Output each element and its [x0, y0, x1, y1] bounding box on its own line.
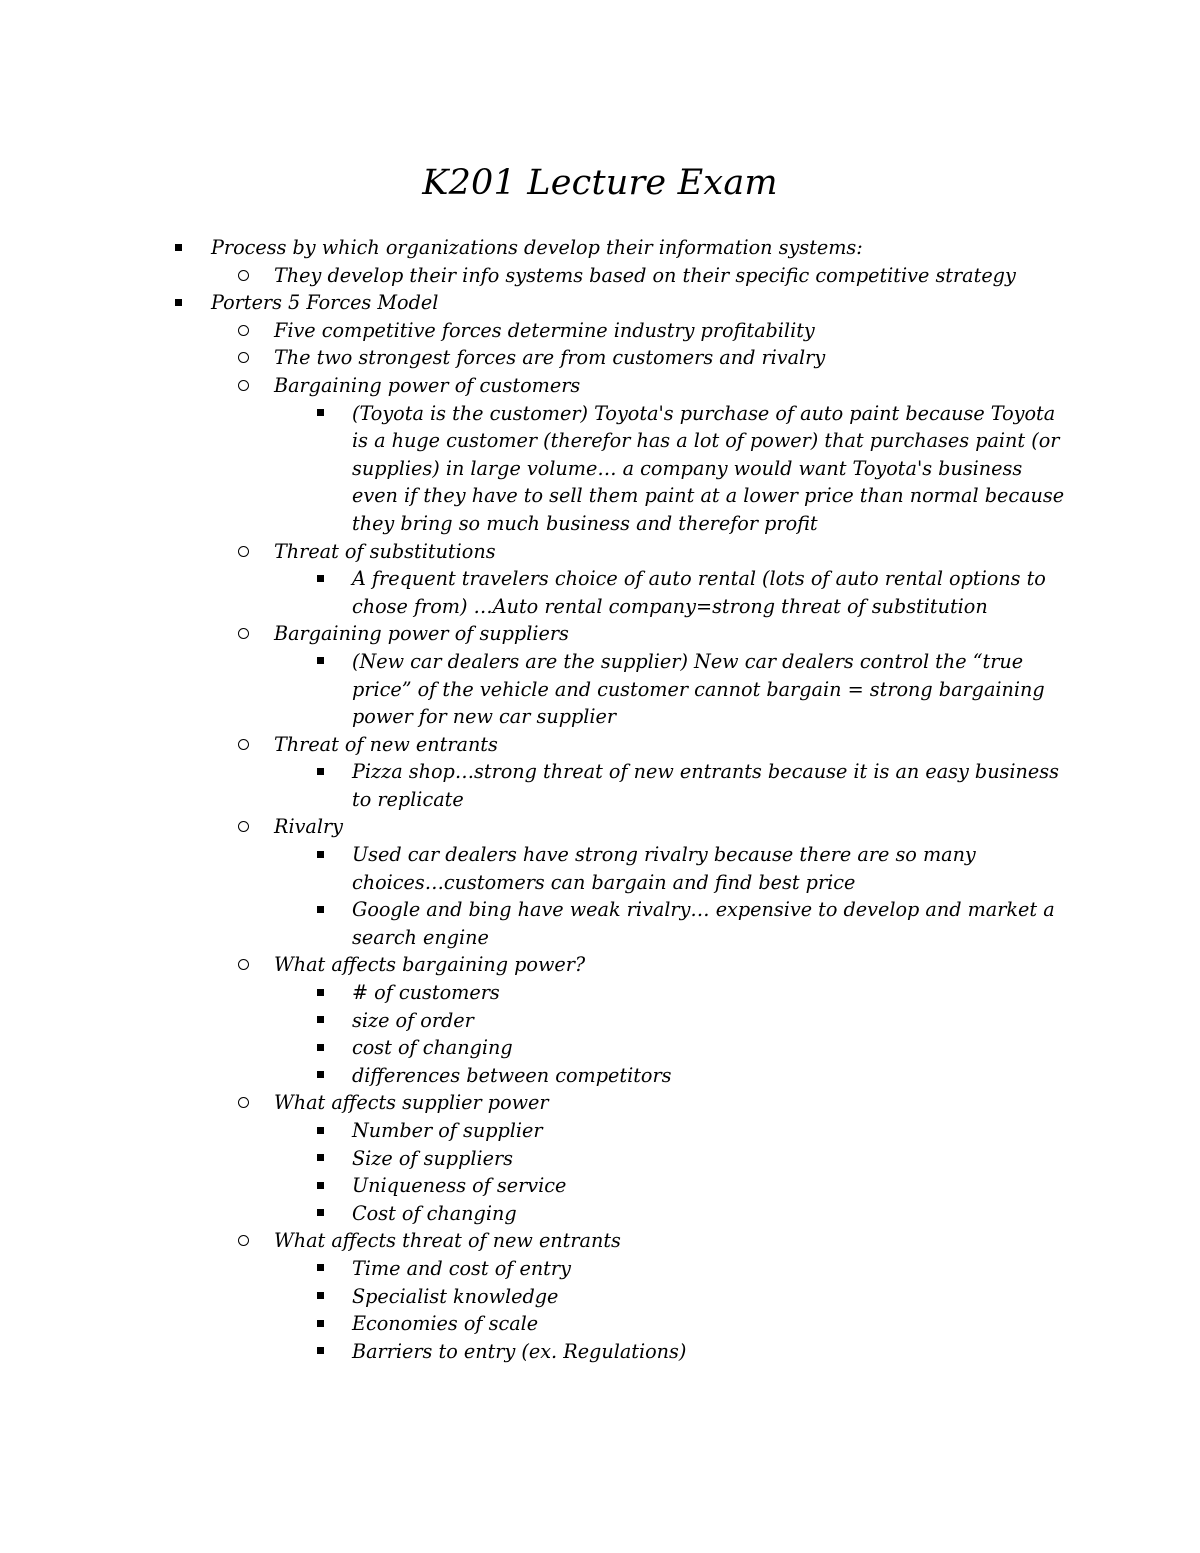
list-item-level-2	[274, 262, 1074, 290]
list-item-level-2	[274, 813, 1074, 841]
list-item-level-3	[352, 1034, 1067, 1062]
list-item-text: Google and bing have weak rivalry… expensive to develop and market a search engine	[352, 898, 1055, 949]
circle-bullet-icon	[238, 1089, 249, 1117]
list-item-text: What affects bargaining power?	[274, 953, 586, 977]
list-item-level-2	[274, 731, 1074, 759]
list-item-text: Barriers to entry (ex. Regulations)	[352, 1339, 687, 1363]
list-item-level-3	[352, 979, 1067, 1007]
square-bullet-icon	[317, 1007, 324, 1035]
square-bullet-icon	[317, 758, 324, 786]
list-item-text: The two strongest forces are from customers and rivalry	[274, 346, 826, 370]
list-item-level-2	[274, 1089, 1074, 1117]
list-item-level-2	[274, 620, 1074, 648]
square-bullet-icon	[317, 565, 324, 593]
list-item-text: Threat of new entrants	[274, 732, 498, 756]
list-item-level-3	[352, 758, 1067, 813]
list-item-text: Economies of scale	[352, 1312, 539, 1336]
list-item-text: A frequent travelers choice of auto rental (lots of auto rental options to chose from) …Auto rental company=strong threat of substitution	[352, 567, 1046, 618]
list-item-text: They develop their info systems based on their specific competitive strategy	[274, 263, 1016, 287]
list-item-level-3	[352, 400, 1067, 538]
document-title: K201 Lecture Exam	[422, 163, 778, 204]
list-item-level-2	[274, 372, 1074, 400]
list-item-level-3	[352, 1062, 1067, 1090]
square-bullet-icon	[317, 1283, 324, 1311]
list-item-level-3	[352, 565, 1067, 620]
circle-bullet-icon	[238, 1227, 249, 1255]
circle-bullet-icon	[238, 317, 249, 345]
square-bullet-icon	[175, 234, 182, 262]
list-item-text: Bargaining power of suppliers	[274, 622, 569, 646]
list-item-level-3	[352, 1200, 1067, 1228]
outline-list	[0, 234, 1200, 1365]
list-item-level-2	[274, 344, 1074, 372]
square-bullet-icon	[317, 1145, 324, 1173]
square-bullet-icon	[317, 1034, 324, 1062]
list-item-text: Bargaining power of customers	[274, 373, 581, 397]
square-bullet-icon	[317, 1310, 324, 1338]
list-item-level-3	[352, 896, 1067, 951]
list-item-level-1	[211, 289, 1091, 317]
list-item-level-3	[352, 1310, 1067, 1338]
square-bullet-icon	[317, 1200, 324, 1228]
list-item-text: Used car dealers have strong rivalry because there are so many choices…customers can bargain and find best price	[352, 843, 976, 894]
circle-bullet-icon	[238, 372, 249, 400]
list-item-text: Threat of substitutions	[274, 539, 496, 563]
circle-bullet-icon	[238, 620, 249, 648]
list-item-level-3	[352, 1283, 1067, 1311]
square-bullet-icon	[317, 896, 324, 924]
list-item-level-3	[352, 1117, 1067, 1145]
square-bullet-icon	[317, 400, 324, 428]
list-item-text: differences between competitors	[352, 1063, 672, 1087]
list-item-text: # of customers	[352, 981, 500, 1005]
list-item-text: Process by which organizations develop their information systems:	[211, 236, 863, 259]
list-item-level-3	[352, 1145, 1067, 1173]
list-item-text: Size of suppliers	[352, 1146, 514, 1170]
circle-bullet-icon	[238, 951, 249, 979]
list-item-text: Specialist knowledge	[352, 1284, 559, 1308]
list-item-text: Number of supplier	[352, 1119, 543, 1142]
square-bullet-icon	[317, 1338, 324, 1366]
circle-bullet-icon	[238, 262, 249, 290]
list-item-text: Porters 5 Forces Model	[211, 291, 439, 315]
list-item-level-2	[274, 1227, 1074, 1255]
square-bullet-icon	[317, 1172, 324, 1200]
list-item-level-3	[352, 1172, 1067, 1200]
list-item-level-3	[352, 1255, 1067, 1283]
list-item-text: What affects threat of new entrants	[274, 1229, 621, 1253]
list-item-text: Pizza shop…strong threat of new entrants because it is an easy business to replicate	[352, 760, 1059, 811]
list-item-text: Cost of changing	[352, 1201, 517, 1225]
list-item-level-3	[352, 1007, 1067, 1035]
list-item-level-3	[352, 648, 1067, 731]
list-item-level-3	[352, 841, 1067, 896]
list-item-level-2	[274, 538, 1074, 566]
list-item-level-3	[352, 1338, 1067, 1366]
square-bullet-icon	[317, 648, 324, 676]
list-item-text: Rivalry	[274, 815, 344, 839]
square-bullet-icon	[175, 289, 182, 317]
square-bullet-icon	[317, 979, 324, 1007]
list-item-text: (Toyota is the customer) Toyota's purchase of auto paint because Toyota is a huge customer (therefor has a lot of power) that purchases paint (or supplies) in large volume… a company would want Toyota's business even if they have to sell them paint at a lower price than normal because they bring so much business and therefor profit	[352, 401, 1065, 535]
square-bullet-icon	[317, 1062, 324, 1090]
list-item-text: What affects supplier power	[274, 1091, 549, 1115]
circle-bullet-icon	[238, 538, 249, 566]
list-item-text: Uniqueness of service	[352, 1174, 567, 1198]
circle-bullet-icon	[238, 813, 249, 841]
list-item-text: cost of changing	[352, 1036, 513, 1060]
list-item-level-2	[274, 951, 1074, 979]
list-item-text: Time and cost of entry	[352, 1256, 571, 1280]
list-item-text: (New car dealers are the supplier) New car dealers control the “true price” of the vehicle and customer cannot bargain = strong bargaining power for new car supplier	[352, 649, 1045, 729]
list-item-text: size of order	[352, 1008, 474, 1032]
list-item-level-2	[274, 317, 1074, 345]
list-item-text: Five competitive forces determine industry profitability	[274, 318, 815, 342]
square-bullet-icon	[317, 1255, 324, 1283]
square-bullet-icon	[317, 841, 324, 869]
circle-bullet-icon	[238, 731, 249, 759]
circle-bullet-icon	[238, 344, 249, 372]
square-bullet-icon	[317, 1117, 324, 1145]
list-item-level-1	[211, 234, 1091, 262]
